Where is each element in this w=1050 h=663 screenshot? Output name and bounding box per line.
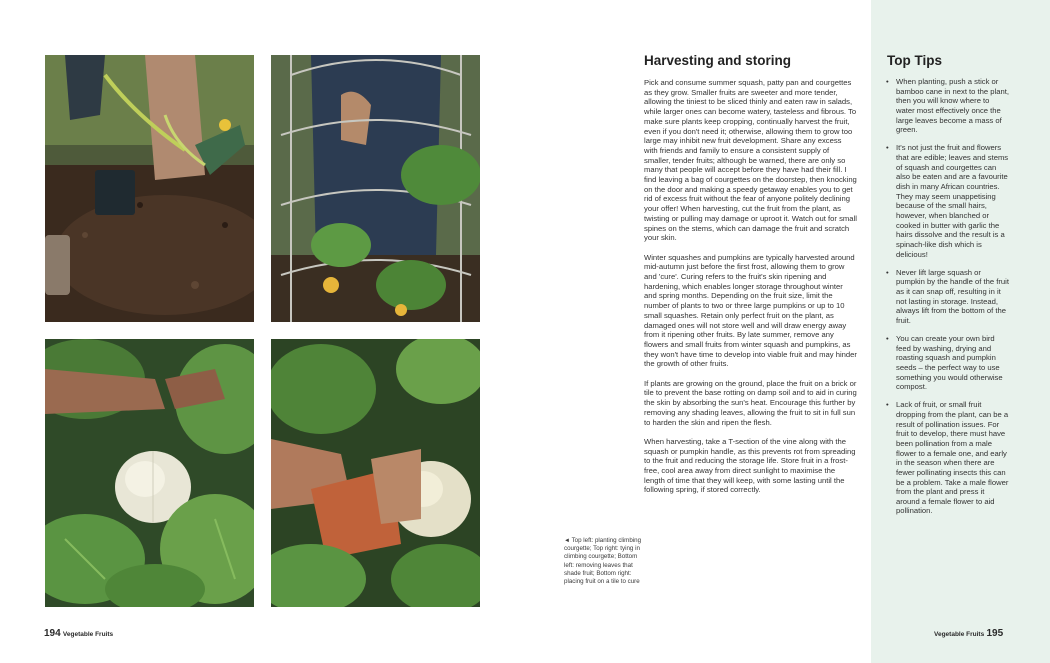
bullet-icon: • [886,333,889,343]
bullet-icon: • [886,143,889,153]
tip-item [886,268,1010,326]
body-paragraph: Winter squashes and pumpkins are typically harvested around mid-autumn just before the first frost, allowing them to grow and 'cure'. Curing refers to the fruit's skin ripening and hardening, which enables longer storage throughout winter and spring months. Depending on the fruit size, limit the number of plants to two or three large pumpkins or up to 10 small squashes. Retain only perfect fruit on the plant, as damaged ones will not store well and will draw energy away from it ripening other fruits. By late summer, remove any flowers and small fruits from winter squash and pumpkins, as they won't have time to develop into viable fruit and may hinder the growth of other fruits. [644,252,857,369]
caption-arrow-icon: ◄ [564,538,570,544]
removing-leaves-photo [45,339,254,607]
tip-text: When planting, push a stick or bamboo cane in next to the plant, then you will know where to water most effectively once the large leaves become a mass of green. [896,77,1009,135]
right-folio [934,628,1003,639]
body-paragraph: Pick and consume summer squash, patty pan and courgettes as they grow. Smaller fruits are sweeter and more tender, allowing the tiniest to be sliced thinly and eaten raw in salads, while larger ones can become watery, tasteless and fibrous. To make sure plants keep cropping, continually harvest the fruit, even if you don't need it; otherwise, allowing them to grow too large may inhibit new fruit development. Share any excess with friends and family to ensure a consistent supply of smaller, tender fruits; although be warned, there are only so many that people will accept before they have had their fill. I find leaving a bag of courgettes on the doorstep, then knocking on the door and making a speedy getaway enables you to get rid of excess fruit without the fear of anyone politely declining your offer! When harvesting, cut the fruit from the plant, as twisting or pulling may damage or uproot it. Watch out for small spines on the stems, which can damage the fruit and scratch your skin. [644,78,857,243]
caption-text: Top left: planting climbing courgette; Top right: tying in climbing courgette; Bottom left: removing leaves that shade fruit; Bottom right: placing fruit on a tile to cure [564,537,642,586]
body-paragraph: When harvesting, take a T-section of the vine along with the squash or pumpkin handle, as this prevents rot from spreading to the fruit and reducing the storage life. Store fruit in a frost-free, cool area away from direct sunlight to maximise the length of time that they will keep, with some lasting until the following spring, if stored correctly. [644,436,856,495]
planting-climbing-courgette-photo [45,55,254,322]
body-text [644,78,857,505]
tying-climbing-courgette-photo [271,55,480,322]
bullet-icon: • [886,400,889,410]
tip-text: Lack of fruit, or small fruit dropping from the plant, can be a result of pollination issues. For fruit to develop, there must have been pollination from a male flower to a female one, and early in the season when there are fewer pollinating insects this can be a problem. Take a male flower from the plant and press it around a female flower to aid pollination. [896,400,1009,516]
section-heading: Harvesting and storing [644,53,792,68]
tip-text: Never lift large squash or pumpkin by the handle of the fruit as it can snap off, resulting in it not lasting in storage. Instead, always lift from the bottom of the fruit. [896,267,1009,325]
bullet-icon: • [886,77,889,86]
placing-fruit-on-tile-photo [271,339,480,607]
left-section-name: Vegetable Fruits [62,631,114,638]
tip-item [886,77,1010,135]
tip-item [886,334,1010,392]
body-paragraph: If plants are growing on the ground, place the fruit on a brick or tile to prevent the base rotting on damp soil and to aid in curing the skin by absorbing the sun's heat. Encourage this further by removing any shading leaves, allowing the fruit to sit in full sun to harden the skin and ripen the flesh. [644,378,857,427]
top-tips-title: Top Tips [887,53,942,68]
left-page-number: 194 [44,628,61,639]
tip-item [886,143,1010,259]
photo-caption [564,537,642,586]
bullet-icon: • [886,267,889,277]
top-tips-list [886,77,1010,525]
tip-text: You can create your own bird feed by washing, drying and roasting squash and pumpkin seeds – the perfect way to use something you would otherwise compost. [896,333,1003,392]
left-folio [44,628,113,639]
tip-item [886,400,1010,516]
right-page-number: 195 [986,628,1004,639]
right-section-name: Vegetable Fruits [934,631,985,638]
tip-text: It's not just the fruit and flowers that are edible; leaves and stems of squash and courgettes can also be eaten and are a favourite dish in many African countries. They may seem unappetising because of the small hairs, however, when blanched or cooked in butter with garlic the hairs dissolve and the result is a spinach-like dish which is delicious! [896,143,1009,259]
